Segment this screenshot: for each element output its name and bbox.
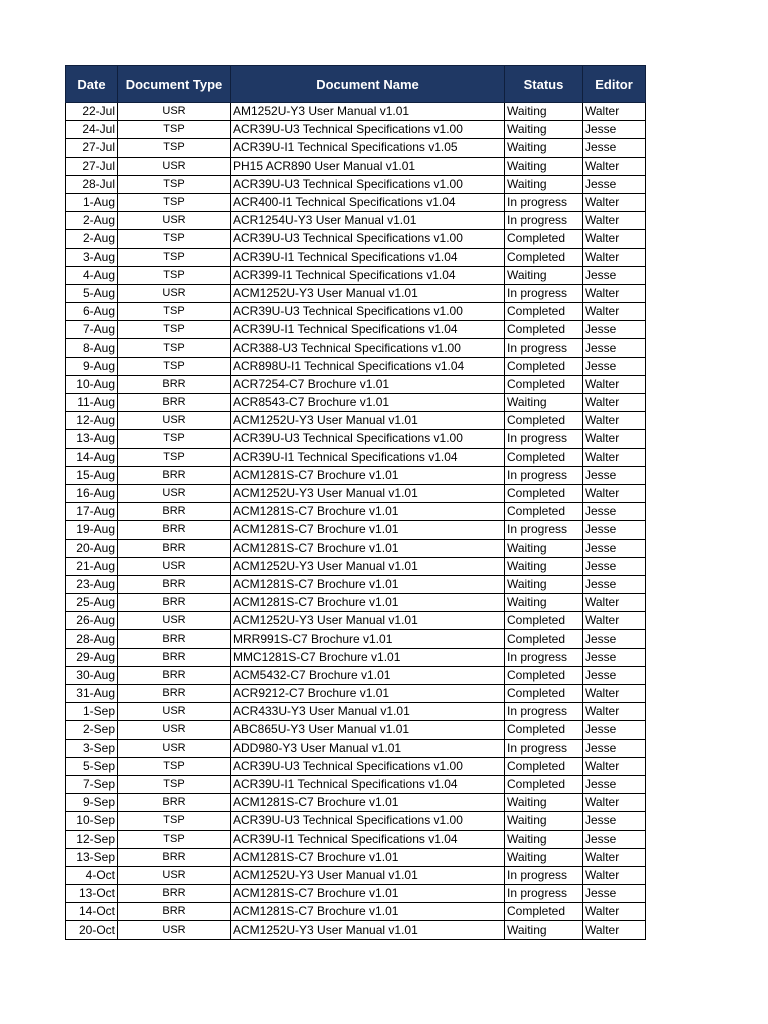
cell-document-name: ACR39U-U3 Technical Specifications v1.00 (231, 812, 505, 830)
cell-date: 13-Aug (66, 430, 118, 448)
cell-document-type: BRR (118, 685, 231, 703)
table-row (66, 866, 646, 884)
table-row (66, 303, 646, 321)
table-row (66, 484, 646, 502)
cell-document-type: USR (118, 157, 231, 175)
cell-status: In progress (505, 212, 583, 230)
cell-editor: Jesse (583, 139, 646, 157)
cell-date: 22-Jul (66, 103, 118, 121)
cell-status: Waiting (505, 394, 583, 412)
cell-editor: Jesse (583, 339, 646, 357)
cell-editor: Jesse (583, 575, 646, 593)
cell-status: Waiting (505, 103, 583, 121)
cell-document-name: MRR991S-C7 Brochure v1.01 (231, 630, 505, 648)
table-row (66, 339, 646, 357)
table-row (66, 757, 646, 775)
cell-editor: Walter (583, 284, 646, 302)
table-row (66, 503, 646, 521)
cell-document-name: ACM1281S-C7 Brochure v1.01 (231, 903, 505, 921)
cell-editor: Walter (583, 903, 646, 921)
cell-editor: Walter (583, 157, 646, 175)
cell-document-name: ACM1281S-C7 Brochure v1.01 (231, 594, 505, 612)
cell-status: In progress (505, 739, 583, 757)
table-row (66, 921, 646, 939)
table-row (66, 775, 646, 793)
table-row (66, 357, 646, 375)
cell-document-name: ACM1281S-C7 Brochure v1.01 (231, 503, 505, 521)
cell-document-name: ACM1281S-C7 Brochure v1.01 (231, 466, 505, 484)
cell-status: Waiting (505, 557, 583, 575)
table-row (66, 721, 646, 739)
cell-date: 29-Aug (66, 648, 118, 666)
cell-document-name: ACR39U-U3 Technical Specifications v1.00 (231, 230, 505, 248)
cell-date: 27-Jul (66, 157, 118, 175)
header-document-type: Document Type (118, 66, 231, 103)
cell-document-name: ACR39U-U3 Technical Specifications v1.00 (231, 757, 505, 775)
cell-document-name: ACM1252U-Y3 User Manual v1.01 (231, 866, 505, 884)
table-row (66, 193, 646, 211)
table-row (66, 830, 646, 848)
cell-date: 6-Aug (66, 303, 118, 321)
cell-document-name: ACR400-I1 Technical Specifications v1.04 (231, 193, 505, 211)
cell-document-name: ACM1281S-C7 Brochure v1.01 (231, 575, 505, 593)
cell-document-name: MMC1281S-C7 Brochure v1.01 (231, 648, 505, 666)
cell-editor: Walter (583, 848, 646, 866)
cell-date: 28-Aug (66, 630, 118, 648)
cell-document-type: USR (118, 103, 231, 121)
cell-date: 25-Aug (66, 594, 118, 612)
cell-editor: Walter (583, 230, 646, 248)
cell-status: In progress (505, 521, 583, 539)
cell-status: Completed (505, 230, 583, 248)
table-row (66, 794, 646, 812)
cell-status: Completed (505, 357, 583, 375)
cell-date: 28-Jul (66, 175, 118, 193)
table-row (66, 175, 646, 193)
cell-date: 27-Jul (66, 139, 118, 157)
cell-document-name: ACR39U-I1 Technical Specifications v1.04 (231, 775, 505, 793)
cell-date: 14-Oct (66, 903, 118, 921)
table-row (66, 394, 646, 412)
cell-document-type: BRR (118, 394, 231, 412)
cell-date: 10-Sep (66, 812, 118, 830)
cell-editor: Jesse (583, 357, 646, 375)
cell-editor: Walter (583, 594, 646, 612)
cell-status: Waiting (505, 539, 583, 557)
cell-date: 11-Aug (66, 394, 118, 412)
cell-document-type: BRR (118, 375, 231, 393)
cell-date: 5-Sep (66, 757, 118, 775)
table-row (66, 539, 646, 557)
cell-status: Waiting (505, 157, 583, 175)
cell-document-name: ACR39U-I1 Technical Specifications v1.04 (231, 830, 505, 848)
cell-document-name: ACM1252U-Y3 User Manual v1.01 (231, 612, 505, 630)
cell-date: 26-Aug (66, 612, 118, 630)
header-document-name: Document Name (231, 66, 505, 103)
cell-document-type: TSP (118, 775, 231, 793)
cell-status: Waiting (505, 575, 583, 593)
cell-status: In progress (505, 648, 583, 666)
cell-document-type: USR (118, 703, 231, 721)
cell-editor: Walter (583, 394, 646, 412)
cell-date: 7-Aug (66, 321, 118, 339)
cell-document-name: ACM1252U-Y3 User Manual v1.01 (231, 412, 505, 430)
cell-editor: Jesse (583, 721, 646, 739)
table-row (66, 557, 646, 575)
cell-status: Completed (505, 630, 583, 648)
cell-status: Completed (505, 484, 583, 502)
cell-editor: Walter (583, 430, 646, 448)
cell-document-type: USR (118, 284, 231, 302)
cell-document-type: TSP (118, 175, 231, 193)
cell-document-type: TSP (118, 230, 231, 248)
cell-date: 3-Aug (66, 248, 118, 266)
cell-editor: Walter (583, 448, 646, 466)
cell-editor: Walter (583, 866, 646, 884)
cell-date: 30-Aug (66, 666, 118, 684)
table-row (66, 121, 646, 139)
cell-status: Waiting (505, 848, 583, 866)
cell-document-name: ACM1252U-Y3 User Manual v1.01 (231, 284, 505, 302)
cell-status: In progress (505, 284, 583, 302)
cell-date: 12-Aug (66, 412, 118, 430)
cell-editor: Jesse (583, 775, 646, 793)
cell-editor: Jesse (583, 175, 646, 193)
cell-document-type: BRR (118, 666, 231, 684)
cell-status: In progress (505, 339, 583, 357)
cell-document-type: BRR (118, 794, 231, 812)
table-row (66, 212, 646, 230)
cell-date: 2-Aug (66, 212, 118, 230)
cell-editor: Walter (583, 757, 646, 775)
cell-status: Completed (505, 666, 583, 684)
cell-document-type: TSP (118, 448, 231, 466)
table-row (66, 139, 646, 157)
cell-editor: Walter (583, 794, 646, 812)
header-row (66, 66, 646, 103)
cell-date: 2-Sep (66, 721, 118, 739)
cell-editor: Jesse (583, 648, 646, 666)
cell-status: Waiting (505, 121, 583, 139)
cell-date: 4-Oct (66, 866, 118, 884)
cell-editor: Jesse (583, 666, 646, 684)
cell-status: Waiting (505, 794, 583, 812)
cell-editor: Jesse (583, 266, 646, 284)
cell-document-name: ACM1252U-Y3 User Manual v1.01 (231, 484, 505, 502)
table-row (66, 703, 646, 721)
cell-date: 1-Aug (66, 193, 118, 211)
cell-document-type: BRR (118, 575, 231, 593)
cell-editor: Walter (583, 612, 646, 630)
cell-date: 4-Aug (66, 266, 118, 284)
cell-status: Waiting (505, 594, 583, 612)
cell-date: 3-Sep (66, 739, 118, 757)
cell-editor: Jesse (583, 557, 646, 575)
cell-document-name: ACR433U-Y3 User Manual v1.01 (231, 703, 505, 721)
cell-editor: Walter (583, 375, 646, 393)
table-row (66, 848, 646, 866)
cell-date: 21-Aug (66, 557, 118, 575)
cell-document-type: BRR (118, 885, 231, 903)
cell-document-name: AM1252U-Y3 User Manual v1.01 (231, 103, 505, 121)
cell-document-name: ACM1281S-C7 Brochure v1.01 (231, 539, 505, 557)
cell-editor: Walter (583, 921, 646, 939)
cell-status: Waiting (505, 175, 583, 193)
cell-status: In progress (505, 866, 583, 884)
cell-editor: Walter (583, 685, 646, 703)
cell-status: Waiting (505, 830, 583, 848)
table-row (66, 157, 646, 175)
cell-date: 13-Oct (66, 885, 118, 903)
cell-status: In progress (505, 466, 583, 484)
cell-status: Completed (505, 757, 583, 775)
cell-status: Completed (505, 321, 583, 339)
table-row (66, 648, 646, 666)
cell-document-name: ACR1254U-Y3 User Manual v1.01 (231, 212, 505, 230)
cell-status: Completed (505, 303, 583, 321)
document-tracking-table (65, 65, 646, 940)
cell-status: Completed (505, 412, 583, 430)
cell-editor: Jesse (583, 121, 646, 139)
cell-document-name: ACR39U-U3 Technical Specifications v1.00 (231, 303, 505, 321)
cell-document-type: BRR (118, 648, 231, 666)
cell-document-type: BRR (118, 848, 231, 866)
cell-document-name: PH15 ACR890 User Manual v1.01 (231, 157, 505, 175)
table-row (66, 448, 646, 466)
cell-date: 20-Oct (66, 921, 118, 939)
table-row (66, 885, 646, 903)
cell-editor: Jesse (583, 466, 646, 484)
table-row (66, 685, 646, 703)
cell-date: 17-Aug (66, 503, 118, 521)
cell-document-type: TSP (118, 812, 231, 830)
table-row (66, 266, 646, 284)
cell-document-name: ABC865U-Y3 User Manual v1.01 (231, 721, 505, 739)
table-row (66, 230, 646, 248)
cell-editor: Walter (583, 103, 646, 121)
cell-document-type: TSP (118, 339, 231, 357)
cell-document-type: BRR (118, 466, 231, 484)
cell-date: 7-Sep (66, 775, 118, 793)
cell-document-name: ACM1281S-C7 Brochure v1.01 (231, 885, 505, 903)
cell-date: 5-Aug (66, 284, 118, 302)
cell-date: 8-Aug (66, 339, 118, 357)
cell-date: 16-Aug (66, 484, 118, 502)
table-row (66, 575, 646, 593)
table-row (66, 594, 646, 612)
cell-document-type: USR (118, 412, 231, 430)
cell-editor: Jesse (583, 739, 646, 757)
cell-document-name: ACR39U-U3 Technical Specifications v1.00 (231, 121, 505, 139)
cell-status: Waiting (505, 139, 583, 157)
cell-document-type: BRR (118, 630, 231, 648)
table-row (66, 521, 646, 539)
cell-status: Completed (505, 375, 583, 393)
cell-document-name: ACM1252U-Y3 User Manual v1.01 (231, 921, 505, 939)
cell-status: In progress (505, 430, 583, 448)
cell-status: Completed (505, 721, 583, 739)
cell-document-type: TSP (118, 830, 231, 848)
cell-editor: Jesse (583, 321, 646, 339)
cell-date: 9-Sep (66, 794, 118, 812)
cell-document-type: TSP (118, 121, 231, 139)
table-row (66, 466, 646, 484)
cell-document-name: ACR39U-I1 Technical Specifications v1.04 (231, 248, 505, 266)
cell-status: Completed (505, 448, 583, 466)
cell-status: Completed (505, 685, 583, 703)
cell-editor: Walter (583, 248, 646, 266)
cell-document-name: ACM1281S-C7 Brochure v1.01 (231, 848, 505, 866)
cell-document-type: USR (118, 721, 231, 739)
cell-document-name: ACM1281S-C7 Brochure v1.01 (231, 794, 505, 812)
table-row (66, 666, 646, 684)
cell-document-type: USR (118, 921, 231, 939)
cell-status: Waiting (505, 266, 583, 284)
cell-document-name: ACR39U-U3 Technical Specifications v1.00 (231, 175, 505, 193)
cell-editor: Walter (583, 412, 646, 430)
cell-document-name: ACR399-I1 Technical Specifications v1.04 (231, 266, 505, 284)
cell-document-type: USR (118, 866, 231, 884)
cell-document-type: TSP (118, 193, 231, 211)
cell-document-type: BRR (118, 594, 231, 612)
cell-status: Completed (505, 612, 583, 630)
table-body (66, 103, 646, 940)
cell-status: Completed (505, 248, 583, 266)
cell-status: In progress (505, 703, 583, 721)
cell-date: 19-Aug (66, 521, 118, 539)
table-row (66, 739, 646, 757)
cell-editor: Jesse (583, 521, 646, 539)
cell-document-type: USR (118, 612, 231, 630)
cell-date: 14-Aug (66, 448, 118, 466)
cell-document-name: ACR39U-I1 Technical Specifications v1.04 (231, 448, 505, 466)
cell-document-type: TSP (118, 430, 231, 448)
cell-document-name: ACM1252U-Y3 User Manual v1.01 (231, 557, 505, 575)
cell-document-type: USR (118, 484, 231, 502)
cell-status: Completed (505, 775, 583, 793)
cell-status: In progress (505, 885, 583, 903)
cell-document-name: ACR388-U3 Technical Specifications v1.00 (231, 339, 505, 357)
cell-document-name: ACR8543-C7 Brochure v1.01 (231, 394, 505, 412)
table-row (66, 903, 646, 921)
table-row (66, 248, 646, 266)
cell-document-name: ACR39U-I1 Technical Specifications v1.05 (231, 139, 505, 157)
cell-document-type: BRR (118, 521, 231, 539)
cell-editor: Walter (583, 303, 646, 321)
cell-date: 13-Sep (66, 848, 118, 866)
cell-status: Waiting (505, 812, 583, 830)
header-status: Status (505, 66, 583, 103)
cell-editor: Jesse (583, 830, 646, 848)
cell-status: Completed (505, 903, 583, 921)
cell-document-type: USR (118, 557, 231, 575)
cell-date: 15-Aug (66, 466, 118, 484)
cell-document-name: ACR898U-I1 Technical Specifications v1.04 (231, 357, 505, 375)
cell-document-name: ACR9212-C7 Brochure v1.01 (231, 685, 505, 703)
cell-document-type: TSP (118, 248, 231, 266)
cell-status: Waiting (505, 921, 583, 939)
header-date: Date (66, 66, 118, 103)
cell-document-type: USR (118, 739, 231, 757)
cell-document-type: TSP (118, 303, 231, 321)
cell-editor: Walter (583, 484, 646, 502)
table-row (66, 630, 646, 648)
table-row (66, 412, 646, 430)
cell-document-type: USR (118, 212, 231, 230)
cell-document-type: TSP (118, 357, 231, 375)
table-row (66, 284, 646, 302)
table-row (66, 812, 646, 830)
cell-document-name: ACR39U-U3 Technical Specifications v1.00 (231, 430, 505, 448)
cell-date: 10-Aug (66, 375, 118, 393)
table-row (66, 612, 646, 630)
cell-document-type: BRR (118, 503, 231, 521)
table-row (66, 103, 646, 121)
cell-document-type: TSP (118, 139, 231, 157)
cell-document-name: ACM1281S-C7 Brochure v1.01 (231, 521, 505, 539)
cell-date: 20-Aug (66, 539, 118, 557)
cell-date: 1-Sep (66, 703, 118, 721)
cell-document-type: BRR (118, 903, 231, 921)
table-row (66, 430, 646, 448)
cell-date: 24-Jul (66, 121, 118, 139)
cell-editor: Jesse (583, 539, 646, 557)
cell-document-type: TSP (118, 757, 231, 775)
cell-document-name: ACR39U-I1 Technical Specifications v1.04 (231, 321, 505, 339)
cell-document-type: BRR (118, 539, 231, 557)
cell-date: 23-Aug (66, 575, 118, 593)
cell-editor: Walter (583, 703, 646, 721)
cell-editor: Walter (583, 193, 646, 211)
table-row (66, 375, 646, 393)
cell-date: 31-Aug (66, 685, 118, 703)
cell-document-type: TSP (118, 266, 231, 284)
cell-document-name: ADD980-Y3 User Manual v1.01 (231, 739, 505, 757)
cell-date: 2-Aug (66, 230, 118, 248)
cell-document-type: TSP (118, 321, 231, 339)
cell-editor: Jesse (583, 630, 646, 648)
cell-date: 12-Sep (66, 830, 118, 848)
cell-editor: Jesse (583, 503, 646, 521)
cell-date: 9-Aug (66, 357, 118, 375)
header-editor: Editor (583, 66, 646, 103)
cell-editor: Jesse (583, 812, 646, 830)
cell-editor: Walter (583, 212, 646, 230)
cell-document-name: ACR7254-C7 Brochure v1.01 (231, 375, 505, 393)
cell-status: Completed (505, 503, 583, 521)
table-row (66, 321, 646, 339)
cell-status: In progress (505, 193, 583, 211)
cell-editor: Jesse (583, 885, 646, 903)
cell-document-name: ACM5432-C7 Brochure v1.01 (231, 666, 505, 684)
